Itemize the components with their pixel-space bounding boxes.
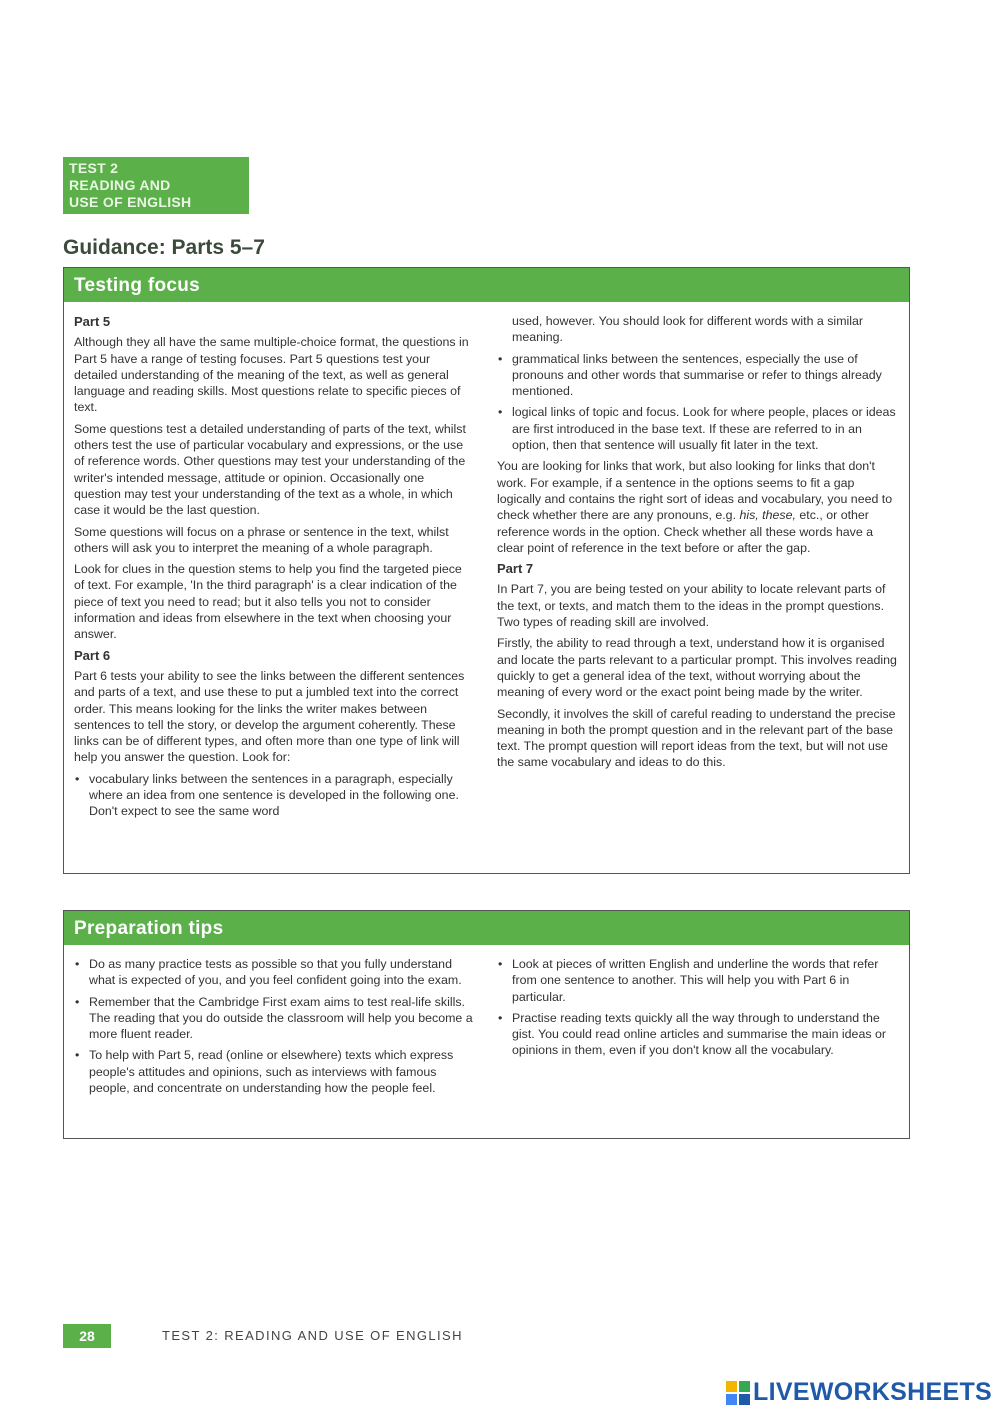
page-title: Guidance: Parts 5–7 bbox=[63, 236, 265, 259]
preparation-tips-heading: Preparation tips bbox=[64, 911, 909, 945]
part6-list bbox=[74, 771, 474, 820]
list-item: • logical links of topic and focus. Look for where people, places or ideas are first introduced in the base text. If these are referred to in an option, then that sentence will usually fit later in the text. bbox=[497, 404, 901, 453]
tips-list bbox=[497, 956, 901, 1059]
preparation-tips-left-column bbox=[74, 956, 478, 1101]
part6-links-paragraph: You are looking for links that work, but also looking for links that don't work. For example, if a sentence in the options seems to fit a gap logically and contains the right sort of ideas and vocabulary, you need to check whether there are any pronouns, e.g. his, these, etc., or other reference words in the option. Check whether all these words have a clear point of reference in the text before or after the gap. bbox=[497, 459, 893, 555]
testing-focus-heading: Testing focus bbox=[64, 268, 909, 302]
part6-heading: Part 6 bbox=[74, 647, 111, 663]
bullet-continuation: used, however. You should look for different words with a similar meaning. bbox=[512, 314, 864, 345]
section-tag-line: USE OF ENGLISH bbox=[69, 194, 192, 210]
list-item: • vocabulary links between the sentences in a paragraph, especially where an idea from one sentence is developed in the following one. Don't expect to see the same word bbox=[74, 771, 474, 820]
list-item: • Look at pieces of written English and underline the words that refer from one sentence to another. This will help you with Part 6 in particular. bbox=[497, 956, 901, 1005]
page-number: 28 bbox=[63, 1324, 111, 1348]
part7-paragraph: In Part 7, you are being tested on your ability to locate relevant parts of the text, or texts, and match them to the ideas in the prompt questions. Two types of reading skill are involved. bbox=[497, 582, 886, 630]
example-words: his, these, bbox=[739, 508, 796, 523]
list-item: • grammatical links between the sentences, especially the use of pronouns and other words that summarise or refer to things already mentioned. bbox=[497, 351, 901, 400]
section-tag-line: READING AND bbox=[69, 177, 171, 193]
part5-heading: Part 5 bbox=[74, 314, 111, 329]
watermark-text: LIVEWORKSHEETS bbox=[753, 1378, 992, 1406]
part7-paragraph: Secondly, it involves the skill of careful reading to understand the precise meaning in both the prompt question and in the relevant part of the base text. The prompt question will report ideas from the text, but will not use the same vocabulary and ideas to do this. bbox=[497, 706, 896, 770]
list-item: • Practise reading texts quickly all the way through to understand the gist. You could read online articles and summarise the main ideas or opinions in them, even if you don't know all the vocabulary. bbox=[497, 1010, 901, 1059]
part7-heading: Part 7 bbox=[497, 561, 534, 577]
tips-list bbox=[74, 956, 478, 1096]
part6-list bbox=[497, 351, 901, 454]
part7-paragraph: Firstly, the ability to read through a text, understand how it is organised and locate the parts relevant to a particular prompt. This involves reading quickly to get a general idea of the text, without worrying about the meaning of every word or the exact point being made by the writer. bbox=[497, 636, 897, 700]
liveworksheets-watermark bbox=[726, 1378, 992, 1407]
preparation-tips-box bbox=[63, 910, 910, 1139]
running-title: TEST 2: READING AND USE OF ENGLISH bbox=[162, 1328, 463, 1343]
list-item: • To help with Part 5, read (online or elsewhere) texts which express people's attitudes and opinions, such as interviews with famous people, and concentrate on understanding how the people feel. bbox=[74, 1047, 478, 1096]
section-tag bbox=[63, 157, 249, 214]
testing-focus-box bbox=[63, 267, 910, 874]
liveworksheets-logo-icon bbox=[726, 1381, 750, 1405]
part5-paragraph: Look for clues in the question stems to help you find the targeted piece of text. For example, 'In the third paragraph' is a clear indication of the piece of text you need to read; but it also tells you not to consider information and ideas from elsewhere in the text when choosing your answer. bbox=[74, 562, 462, 642]
section-tag-line: TEST 2 bbox=[69, 160, 119, 176]
part5-paragraph: Although they all have the same multiple-choice format, the questions in Part 5 have a range of testing focuses. Part 5 questions test your detailed understanding of the meaning of the text, as well as general language and reading skills. Most questions relate to specific pieces of text. bbox=[74, 335, 469, 415]
list-item: • Do as many practice tests as possible so that you fully understand what is expected of you, and you feel confident going into the exam. bbox=[74, 956, 478, 989]
testing-focus-left-column bbox=[74, 314, 474, 825]
part6-paragraph: Part 6 tests your ability to see the links between the different sentences and parts of a text, and use these to put a jumbled text into the correct order. This means looking for the links the writer makes between sentences to tell the story, or develop the argument coherently. These links can be of different types, and often more than one type of link will help you answer the question. Look for: bbox=[74, 668, 465, 765]
list-item: • Remember that the Cambridge First exam aims to test real-life skills. The reading that you do outside the classroom will help you become a more fluent reader. bbox=[74, 994, 478, 1043]
preparation-tips-right-column bbox=[497, 956, 901, 1064]
part5-paragraph: Some questions test a detailed understanding of parts of the text, whilst others test the use of particular vocabulary and expressions, or the use of reference words. Other questions may test your understanding of the writer's intended message, attitude or opinion. Occasionally one question may test your understanding of the text as a whole, in which case it would be the last question. bbox=[74, 421, 466, 518]
part5-paragraph: Some questions will focus on a phrase or sentence in the text, whilst others will ask you to interpret the meaning of a whole paragraph. bbox=[74, 524, 449, 555]
testing-focus-right-column bbox=[497, 313, 901, 776]
